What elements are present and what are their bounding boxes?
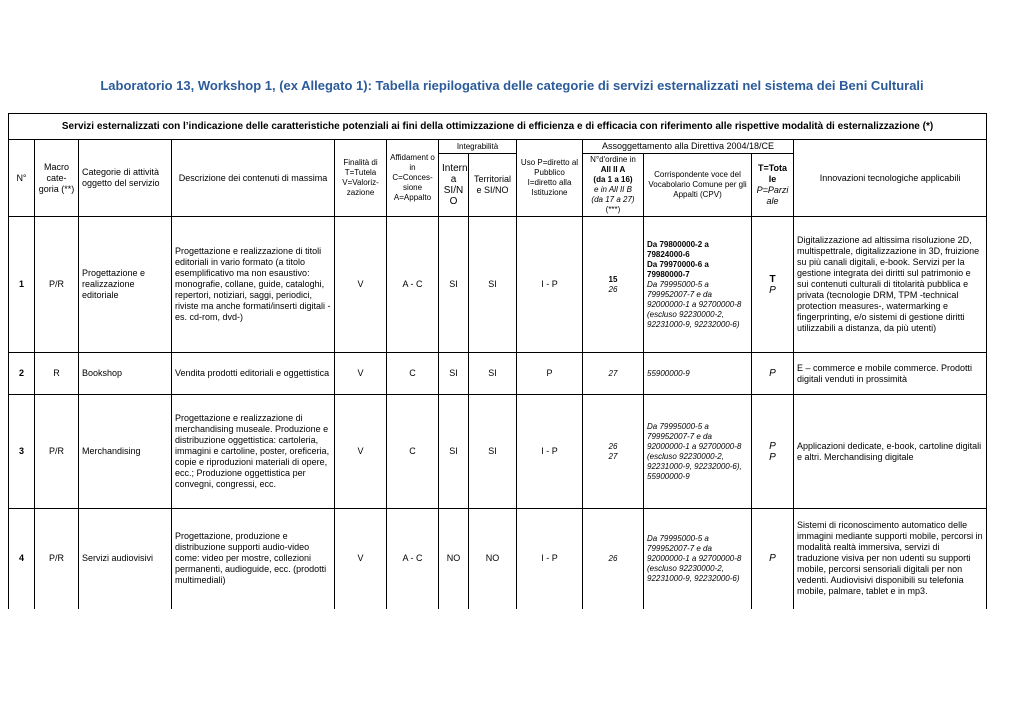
header-ordine: [583, 154, 644, 217]
row-macro: R: [35, 353, 79, 395]
row-descrizione: Vendita prodotti editoriali e oggettistica: [172, 353, 335, 395]
row-cpv-1: 55900000-9: [647, 368, 690, 378]
row-interna: SI: [439, 217, 469, 353]
header-ordine-1: N°d'ordine in: [590, 155, 636, 164]
header-finalita: Finalità di T=Tutela V=Valoriz-zazione: [335, 140, 387, 217]
row-categoria: Progettazione e realizzazione editoriale: [79, 217, 172, 353]
header-innovazioni: Innovazioni tecnologiche applicabili: [794, 140, 987, 217]
row-tp-1: T: [769, 273, 776, 285]
row-affidamento: A - C: [387, 509, 439, 609]
row-affidamento: C: [387, 395, 439, 509]
row-cpv: [644, 217, 752, 353]
row-innovazioni: Sistemi di riconoscimento automatico delle immagini mediante supporti mobile, percorsi in modalità realtà immersiva, servizi di traduzione visiva per non udenti su supporti mobile, percorsi sensoriali digitali per non vedenti. Audiovisivi disponibili su telefonia mobile, palmare, tablet e in mp3.: [794, 509, 987, 609]
row-categoria: Servizi audiovisivi: [79, 509, 172, 609]
row-n: 2: [9, 353, 35, 395]
row-ordine-2: 26: [608, 284, 618, 294]
row-innovazioni: E – commerce e mobile commerce. Prodotti digitali venduti in prossimità: [794, 353, 987, 395]
services-table: [8, 113, 987, 609]
header-ordine-5: (da 17 a 27): [591, 195, 635, 204]
row-tp-1: P: [769, 553, 776, 565]
header-uso: Uso P=diretto al Pubblico I=diretto alla Istituzione: [517, 140, 583, 217]
row-tp-1: P: [769, 368, 776, 379]
table-row: [9, 509, 987, 609]
row-territoriale: NO: [469, 509, 517, 609]
header-tp: [752, 154, 794, 217]
row-ordine-2: 27: [608, 451, 618, 461]
row-tp: [752, 509, 794, 609]
header-ordine-6: (***): [605, 205, 621, 214]
row-tp: [752, 217, 794, 353]
row-ordine-1: 15: [608, 274, 618, 284]
header-ordine-4: e in All II B: [594, 185, 632, 194]
header-descrizione: Descrizione dei contenuti di massima: [172, 140, 335, 217]
header-interna: Intern a SI/N O: [439, 154, 469, 217]
row-ordine: [583, 353, 644, 395]
row-ordine: [583, 217, 644, 353]
header-n: N°: [9, 140, 35, 217]
header-macro: Macro cate-goria (**): [35, 140, 79, 217]
row-cpv-1: Da 79800000-2 a 79824000-6: [647, 239, 709, 259]
table-row: [9, 395, 987, 509]
row-ordine-1: 26: [608, 441, 618, 451]
row-territoriale: SI: [469, 395, 517, 509]
row-cpv-1: Da 79995000-5 a 799952007-7 e da 92000000-1 a 92700000-8 (escluso 92230000-2, 92231000-9, 92232000-6): [647, 533, 742, 583]
header-territoriale: Territorial e SI/NO: [469, 154, 517, 217]
header-integrabilita: Integrabilità: [439, 140, 517, 154]
table-row: [9, 217, 987, 353]
row-tp-2: P: [769, 284, 776, 296]
row-finalita: V: [335, 353, 387, 395]
row-ordine-1: 26: [608, 553, 618, 563]
row-categoria: Merchandising: [79, 395, 172, 509]
row-uso: I - P: [517, 395, 583, 509]
row-territoriale: SI: [469, 217, 517, 353]
row-cpv: [644, 395, 752, 509]
row-ordine-1: 27: [608, 368, 618, 378]
row-macro: P/R: [35, 395, 79, 509]
row-interna: SI: [439, 353, 469, 395]
row-cpv-2: Da 79970000-6 a 79980000-7: [647, 259, 709, 279]
row-finalita: V: [335, 509, 387, 609]
row-finalita: V: [335, 217, 387, 353]
row-categoria: Bookshop: [79, 353, 172, 395]
row-interna: NO: [439, 509, 469, 609]
row-cpv: [644, 353, 752, 395]
row-descrizione: Progettazione e realizzazione di titoli editoriali in vario formato (a titolo esemplificativo ma non esaustivo: monografie, collane, guide, cataloghi, repertori, notiziari, saggi, periodici, riviste ma anche formati/inserti digitali - es. cd-rom, dvd-): [172, 217, 335, 353]
row-cpv-1: Da 79995000-5 a 799952007-7 e da 92000000-1 a 92700000-8 (escluso 92230000-2, 92231000-9, 92232000-6), 55900000-9: [647, 421, 742, 481]
page-title: Laboratorio 13, Workshop 1, (ex Allegato 1): Tabella riepilogativa delle categorie di servizi esternalizzati nel sistema dei Beni Culturali: [100, 78, 924, 93]
row-n: 4: [9, 509, 35, 609]
row-tp: [752, 353, 794, 395]
row-macro: P/R: [35, 509, 79, 609]
row-n: 1: [9, 217, 35, 353]
header-cpv: Corrispondente voce del Vocabolario Comune per gli Appalti (CPV): [644, 154, 752, 217]
row-affidamento: C: [387, 353, 439, 395]
row-macro: P/R: [35, 217, 79, 353]
table-banner: Servizi esternalizzati con l’indicazione delle caratteristiche potenziali ai fini della ottimizzazione di efficienza e di efficacia con riferimento alle rispettive modalità di esternalizzazione (*): [9, 114, 987, 140]
row-descrizione: Progettazione, produzione e distribuzione supporti audio-video come: video per mostre, collezioni permanenti, audioguide, ecc. (prodotti multimediali): [172, 509, 335, 609]
row-cpv: [644, 509, 752, 609]
header-affidamento: Affidament o in C=Conces-sione A=Appalto: [387, 140, 439, 217]
row-tp-1: P: [769, 440, 776, 452]
row-interna: SI: [439, 395, 469, 509]
row-ordine: [583, 509, 644, 609]
row-cpv-3: Da 79995000-5 a 799952007-7 e da 92000000-1 a 92700000-8 (escluso 92230000-2, 92231000-9, 92232000-6): [647, 279, 742, 329]
row-tp-2: P: [769, 451, 776, 463]
row-innovazioni: Applicazioni dedicate, e-book, cartoline digitali e altri. Merchandising digitale: [794, 395, 987, 509]
header-ordine-2: All II A: [600, 165, 626, 174]
row-affidamento: A - C: [387, 217, 439, 353]
header-tp-1: T=Tota le: [757, 163, 788, 184]
header-ordine-3: (da 1 a 16): [593, 175, 633, 184]
row-ordine: [583, 395, 644, 509]
row-uso: I - P: [517, 509, 583, 609]
row-territoriale: SI: [469, 353, 517, 395]
row-finalita: V: [335, 395, 387, 509]
header-categorie: Categorie di attività oggetto del servizio: [79, 140, 172, 217]
table-row: [9, 353, 987, 395]
header-tp-2: P=Parzi ale: [756, 185, 789, 206]
row-innovazioni: Digitalizzazione ad altissima risoluzione 2D, multispettrale, digitalizzazione in 3D, fruizione su più canali digitali, e-book. Servizi per la gestione integrata dei diritti sul patrimonio e sui contenuti culturali di titolarità pubblica e privata (tecnologie DRM, TPM -technical protection measures-, watermarking e fingerprinting, e/o sistemi di gestione diritti utilizzabili a distanza, da più utenti): [794, 217, 987, 353]
header-assoggettamento: Assoggettamento alla Direttiva 2004/18/CE: [583, 140, 794, 154]
row-uso: I - P: [517, 217, 583, 353]
row-uso: P: [517, 353, 583, 395]
row-n: 3: [9, 395, 35, 509]
row-descrizione: Progettazione e realizzazione di merchandising museale. Produzione e distribuzione oggettistica: cartoleria, immagini e cartoline, poster, oreficeria, copie e riproduzioni materiali di opere, ecc.; Produzione oggettistica per convegni, congressi, ecc.: [172, 395, 335, 509]
row-tp: [752, 395, 794, 509]
